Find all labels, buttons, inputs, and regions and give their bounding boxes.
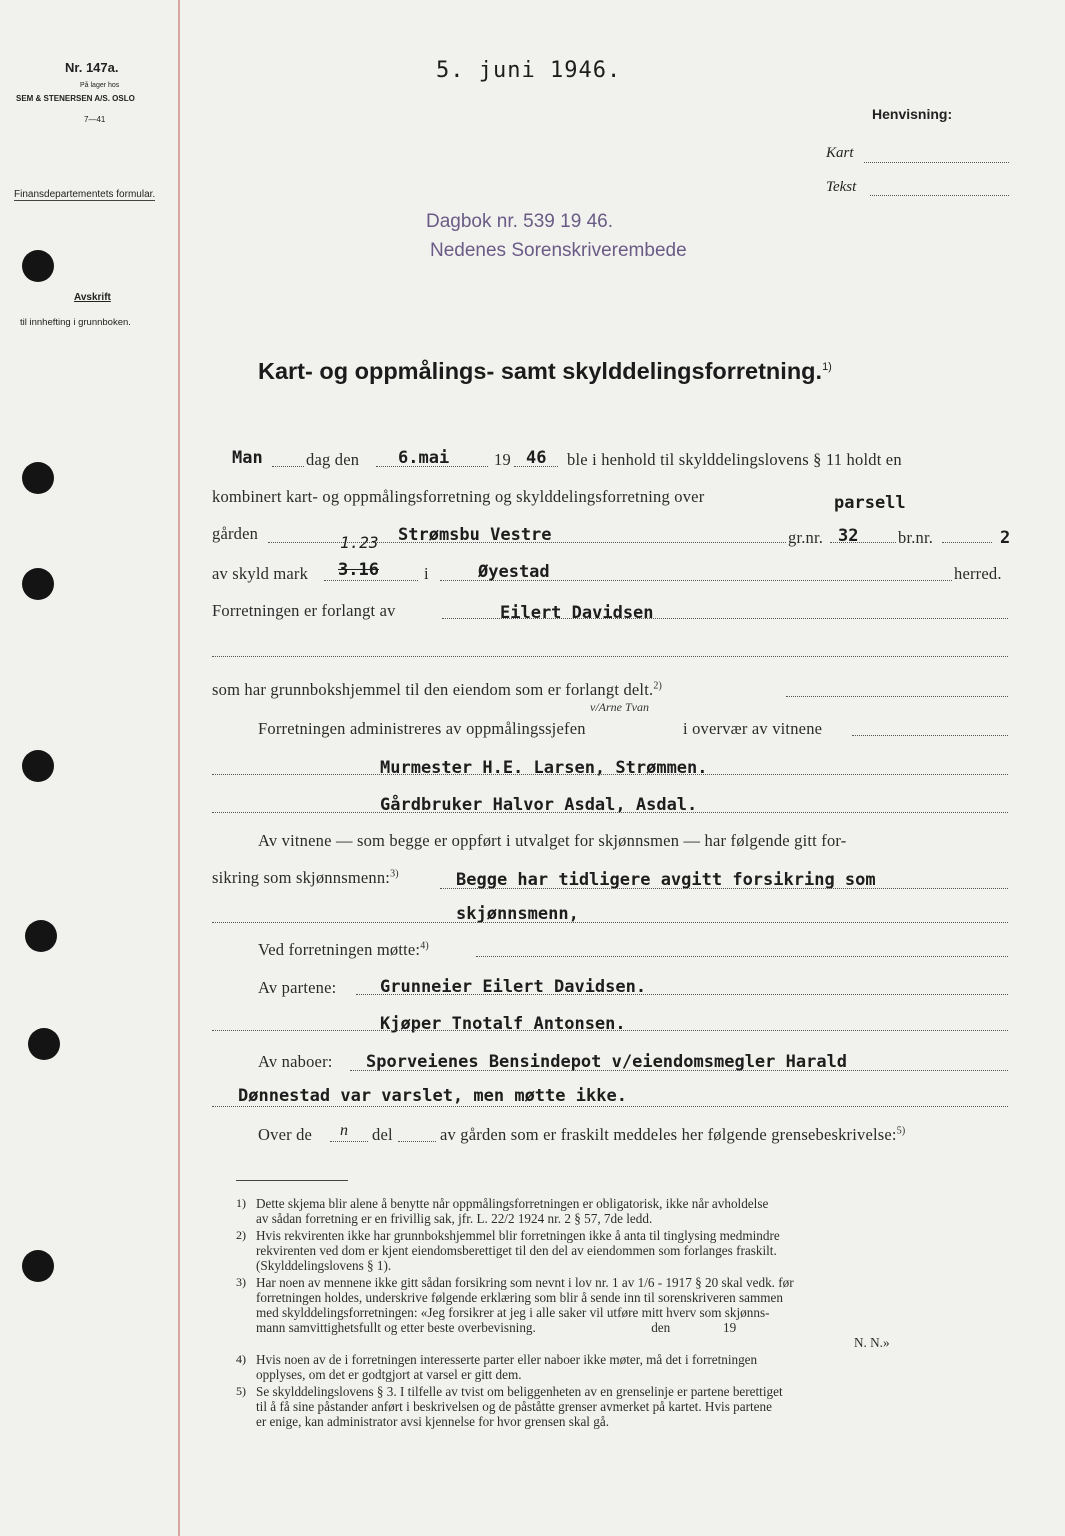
punch-hole — [22, 462, 54, 494]
party-1: Grunneier Eilert Davidsen. — [380, 977, 647, 997]
farm-label: gården — [212, 524, 259, 543]
text-label: Tekst — [826, 179, 857, 195]
footnote-line: Dette skjema blir alene å benytte når oppmålingsforretningen er obligatorisk, ikke når avholdelse — [256, 1196, 769, 1211]
title-text: Kart- og oppmålings- samt skylddelingsforretning. — [258, 358, 823, 384]
witness-note-text: sikring som skjønnsmenn: — [212, 868, 391, 887]
boundary-c — [440, 1125, 905, 1145]
title-footnote: 1) — [822, 361, 832, 374]
journal-stamp: Dagbok nr. 539 19 46. — [426, 211, 613, 232]
footnote-number: 3) — [236, 1275, 246, 1289]
footnote-line: med skylddelingsforretningen: «Jeg forsikrer at jeg i alle saker vil utføre mitt hverv som skjønns- — [256, 1305, 770, 1320]
court-stamp: Nedenes Sorenskriverembede — [430, 240, 687, 261]
boundary-n: n — [340, 1122, 348, 1139]
margin-rule — [178, 0, 180, 1536]
admin-fill — [852, 735, 1008, 736]
printer-date: 7—41 — [84, 115, 106, 124]
footnote-number: 2) — [236, 1228, 246, 1242]
grnr-value: 32 — [838, 526, 859, 546]
boundary-footnote: 5) — [896, 1125, 906, 1137]
footnote-line: (Skylddelingslovens § 1). — [256, 1258, 392, 1273]
footnote-line: opplyses, om det er godtgjort at varsel er gitt dem. — [256, 1367, 522, 1382]
footnote-line: forretningen holdes, underskrive følgende erklæring som blir å sende inn til sorenskriveren sammen — [256, 1290, 783, 1305]
document-date: 5. juni 1946. — [436, 58, 622, 83]
witness-1-line — [212, 774, 1008, 775]
farm-value: Strømsbu Vestre — [398, 525, 552, 545]
reference-label: Henvisning: — [872, 106, 953, 122]
skyld-line — [324, 580, 418, 581]
boundary-n-line — [330, 1141, 368, 1142]
footnote-line: er enige, kan administrator avsi kjennelse for hvor grensen skal gå. — [256, 1414, 610, 1429]
boundary-text: av gården som er fraskilt meddeles her følgende grensebeskrivelse: — [440, 1125, 897, 1144]
day-line — [272, 466, 304, 467]
map-line — [864, 162, 1009, 163]
herred-value: Øyestad — [478, 562, 550, 582]
punch-hole — [22, 568, 54, 600]
farm-note: 1.23 — [340, 533, 379, 552]
admin-line-b: i overvær av vitnene — [683, 719, 823, 738]
parties-label: Av partene: — [258, 978, 337, 997]
footnote-number: 5) — [236, 1384, 246, 1398]
combined-line: kombinert kart- og oppmålingsforretning og skylddelingsforretning over — [212, 487, 705, 506]
ministry-form: Finansdepartementets formular. — [14, 189, 156, 200]
witness-note-1: Av vitnene — som begge er oppført i utvalget for skjønnsmen — har følgende gitt for- — [258, 831, 847, 850]
footnotes — [236, 1196, 1016, 1429]
copy-note: til innhefting i grunnboken. — [20, 317, 131, 328]
admin-insert: v/Arne Tvan — [590, 700, 649, 714]
footnote-line: Se skylddelingslovens § 3. I tilfelle av tvist om beliggenheten av en grenselinje er partene berettiget — [256, 1384, 783, 1399]
footnote-number: 1) — [236, 1196, 246, 1210]
grnr-label: gr.nr. — [788, 528, 824, 547]
document-title — [258, 358, 832, 385]
herred-label: herred. — [954, 564, 1002, 583]
year-prefix: 19 — [494, 450, 511, 469]
boundary-a: Over de — [258, 1125, 313, 1144]
grunnbok-text: som har grunnbokshjemmel til den eiendom som er forlangt delt. — [212, 680, 654, 699]
assurance-2-line — [212, 922, 1008, 923]
footnote — [236, 1228, 1016, 1273]
assurance-1-line — [440, 888, 1008, 889]
skyld-value: 3.16 — [338, 560, 379, 580]
punch-hole — [22, 1250, 54, 1282]
neighbors-label: Av naboer: — [258, 1052, 333, 1071]
witness-note-2 — [212, 868, 399, 888]
form-number: Nr. 147a. — [65, 60, 119, 75]
footnote — [236, 1196, 1016, 1226]
grunnbok-fill — [786, 696, 1008, 697]
footnote-line: til å få sine påstander anført i beskrivelsen og de påståtte grenser avmerket på kartet. Hvis partene — [256, 1399, 772, 1414]
brnr-label: br.nr. — [898, 528, 934, 547]
over-value: parsell — [834, 493, 906, 513]
attended-label — [258, 940, 429, 960]
neighbor-2-line — [212, 1106, 1008, 1107]
brnr-value: 2 — [1000, 528, 1011, 548]
requested-value: Eilert Davidsen — [500, 603, 654, 623]
punch-hole — [28, 1028, 60, 1060]
i-label: i — [424, 564, 429, 583]
text-line — [870, 195, 1009, 196]
requested-label: Forretningen er forlangt av — [212, 601, 396, 620]
footnote — [236, 1352, 1016, 1382]
blank-line — [212, 656, 1008, 657]
assurance-2: skjønnsmenn, — [456, 904, 579, 924]
punch-hole — [22, 250, 54, 282]
neighbor-2: Dønnestad var varslet, men møtte ikke. — [238, 1086, 627, 1106]
boundary-b-line — [398, 1141, 436, 1142]
copy-heading: Avskrift — [74, 292, 111, 303]
signature-line: N. N.» — [854, 1335, 890, 1350]
witness-note-footnote: 3) — [390, 868, 399, 880]
footnote — [236, 1384, 1016, 1429]
brnr-line — [942, 542, 992, 543]
map-label: Kart — [826, 145, 854, 161]
witness-2-line — [212, 812, 1008, 813]
assurance-1: Begge har tidligere avgitt forsikring som — [456, 870, 876, 890]
attended-footnote: 4) — [420, 940, 429, 952]
footnote-line: mann samvittighetsfullt og etter beste overbevisning. den 19 — [256, 1320, 737, 1335]
footnote-number: 4) — [236, 1352, 246, 1366]
footnote-line: av sådan forretning er en frivillig sak, jfr. L. 22/2 1924 nr. 2 § 57, 7de ledd. — [256, 1211, 653, 1226]
year-value: 46 — [526, 448, 547, 468]
admin-line-a: Forretningen administreres av oppmålingssjefen — [258, 719, 586, 738]
attended-text: Ved forretningen møtte: — [258, 940, 421, 959]
intro-text: ble i henhold til skylddelingslovens § 11 holdt en — [567, 450, 902, 469]
footnote-line: Har noen av mennene ikke gitt sådan forsikring som nevnt i lov nr. 1 av 1/6 - 1917 § 20 skal vedk. før — [256, 1275, 794, 1290]
grunnbok-line — [212, 680, 662, 700]
party-2-line — [212, 1030, 1008, 1031]
footnote-signature — [256, 1335, 1016, 1350]
punch-hole — [25, 920, 57, 952]
grunnbok-footnote: 2) — [653, 680, 663, 692]
date-value: 6.mai — [398, 448, 450, 468]
witness-1: Murmester H.E. Larsen, Strømmen. — [380, 758, 708, 778]
footnote-separator — [236, 1180, 348, 1181]
day-label: dag den — [306, 450, 360, 469]
footnote-line: rekvirenten ved dom er kjent eiendomsberettiget til den del av eiendommen som forlanges fraskilt. — [256, 1243, 777, 1258]
footnote-line: Hvis rekvirenten ikke har grunnbokshjemmel blir forretningen ikke å anta til tinglysing medmindre — [256, 1228, 780, 1243]
printer-line: På lager hos — [80, 82, 120, 89]
footnote — [236, 1275, 1016, 1335]
footnote-line: Hvis noen av de i forretningen interesserte parter eller naboer ikke møter, må det i forretningen — [256, 1352, 758, 1367]
skyld-label: av skyld mark — [212, 564, 309, 583]
day-value: Man — [232, 448, 263, 468]
printer-name: SEM & STENERSEN A/S. OSLO — [16, 94, 135, 103]
attended-line — [476, 956, 1008, 957]
party-2: Kjøper Tnotalf Antonsen. — [380, 1014, 626, 1034]
witness-2: Gårdbruker Halvor Asdal, Asdal. — [380, 795, 698, 815]
neighbor-1: Sporveienes Bensindepot v/eiendomsmegler Harald — [366, 1052, 848, 1072]
boundary-b: del — [372, 1125, 393, 1144]
punch-hole — [22, 750, 54, 782]
